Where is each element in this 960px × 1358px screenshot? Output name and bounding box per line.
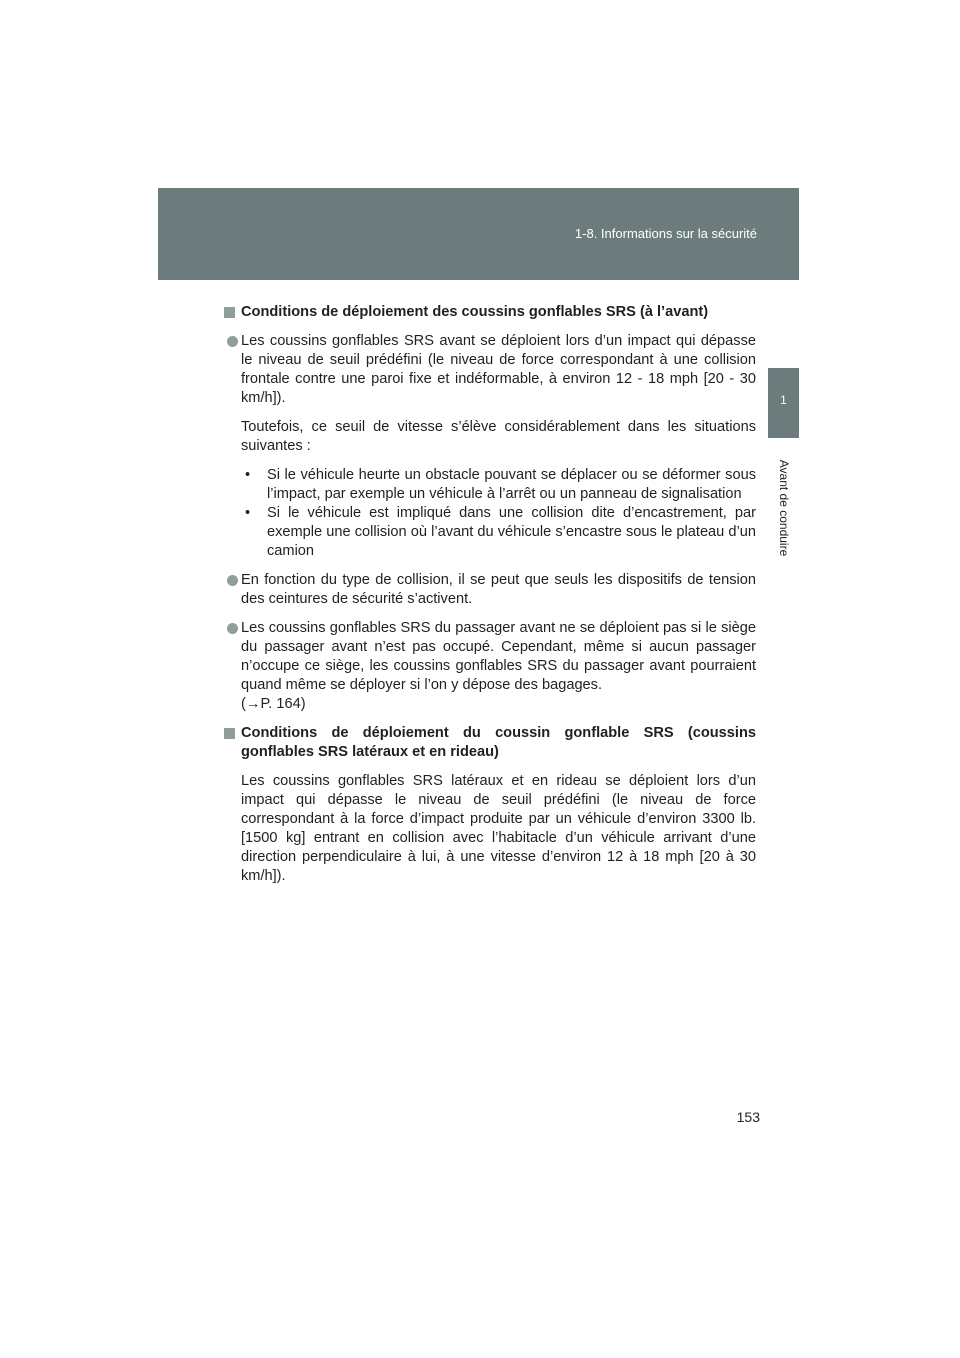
page-content xyxy=(224,303,756,896)
sub-item-text: Si le véhicule est impliqué dans une collision dite d’encastrement, par exemple une collision où l’avant du véhicule s’encastre sous le plateau d’un camion xyxy=(267,505,756,559)
bullet-item xyxy=(224,571,756,609)
sub-item-text: Si le véhicule heurte un obstacle pouvant se déplacer ou se déformer sous l’impact, par exemple un véhicule à l’arrêt ou un panneau de signalisation xyxy=(267,467,756,502)
circle-bullet-icon xyxy=(227,336,238,347)
header-band xyxy=(158,188,799,280)
heading-text: Conditions de déploiement des coussins gonflables SRS (à l’avant) xyxy=(241,304,709,320)
circle-bullet-icon xyxy=(227,575,238,586)
sub-item xyxy=(241,466,756,504)
square-bullet-icon xyxy=(224,728,235,739)
section-title: 1-8. Informations sur la sécurité xyxy=(574,226,757,241)
square-bullet-icon xyxy=(224,307,235,318)
sub-bullet-icon: • xyxy=(245,505,251,521)
heading-text: Conditions de déploiement du coussin gonflable SRS (coussins gonflables SRS latéraux et en rideau) xyxy=(241,725,756,760)
bullet-item xyxy=(224,619,756,714)
sub-bullet-icon: • xyxy=(245,467,251,483)
section-heading xyxy=(224,303,756,322)
bullet-item xyxy=(224,332,756,408)
circle-bullet-icon xyxy=(227,623,238,634)
bullet-text: Les coussins gonflables SRS du passager avant ne se déploient pas si le siège du passager avant n’est pas occupé. Cependant, même si aucun passager n’occupe ce siège, les coussins gonflables SRS du passager avant pourraient quand même se déployer si l’on y dépose des bagages. xyxy=(241,620,756,693)
chapter-label: Avant de conduire xyxy=(777,459,791,557)
chapter-tab xyxy=(768,368,799,438)
paragraph: Toutefois, ce seuil de vitesse s’élève considérablement dans les situations suivantes : xyxy=(241,419,756,454)
sub-item xyxy=(241,504,756,561)
page-number: 153 xyxy=(736,1109,760,1125)
chapter-number: 1 xyxy=(780,393,787,407)
page-reference: (→P. 164) xyxy=(241,696,306,712)
bullet-text: Les coussins gonflables SRS avant se déploient lors d’un impact qui dépasse le niveau de seuil prédéfini (le niveau de force correspondant à une collision frontale contre une paroi fixe et indéformable, à environ 12 - 18 mph [20 - 30 km/h]). xyxy=(241,333,756,406)
bullet-text: En fonction du type de collision, il se peut que seuls les dispositifs de tension des ceintures de sécurité s’activent. xyxy=(241,572,756,607)
section-heading xyxy=(224,724,756,762)
paragraph: Les coussins gonflables SRS latéraux et en rideau se déploient lors d’un impact qui dépasse le niveau de seuil prédéfini (le niveau de force correspondant à la force d’impact produite par un véhicule d’environ 3300 lb. [1500 kg] entrant en collision avec l’habitacle d’un véhicule arrivant d’une direction perpendiculaire à lui, à une vitesse d’environ 12 à 18 mph [20 à 30 km/h]). xyxy=(241,773,756,884)
